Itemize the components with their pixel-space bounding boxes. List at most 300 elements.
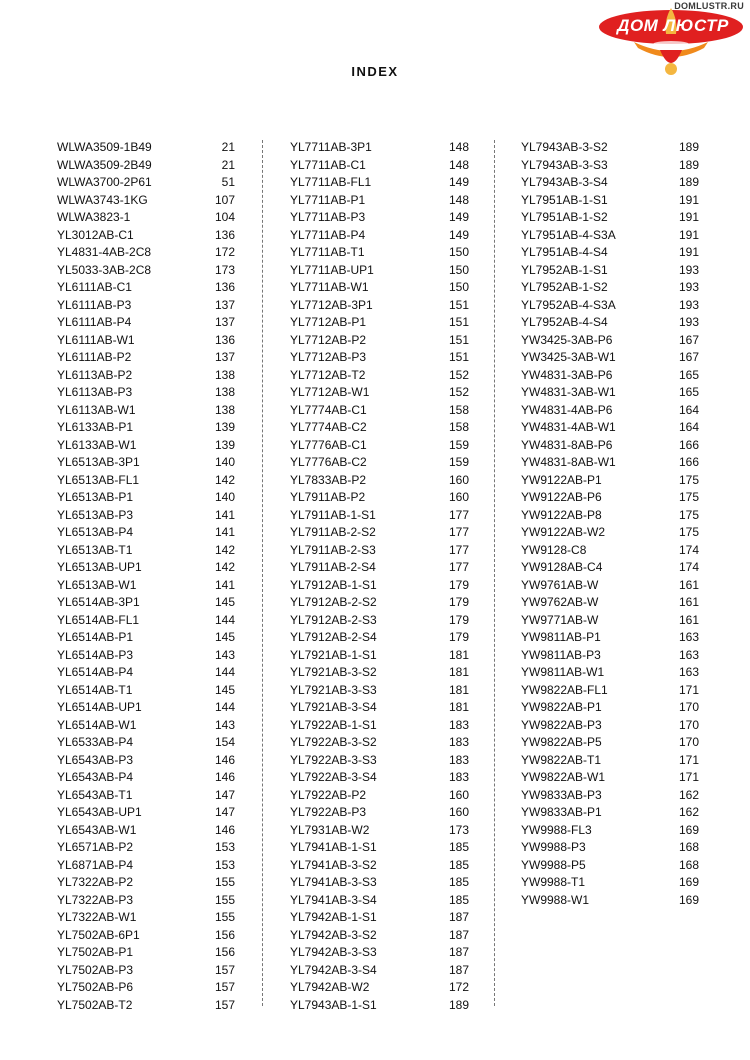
model-code: YL6543AB-UP1 <box>57 805 142 819</box>
model-code: YW9988-T1 <box>521 875 586 889</box>
page-number: 189 <box>448 997 469 1012</box>
page-number: 143 <box>214 647 235 662</box>
model-code: YL6113AB-P3 <box>57 385 133 399</box>
model-code: YL7711AB-FL1 <box>290 175 372 189</box>
model-code: YL6514AB-T1 <box>57 682 133 697</box>
model-code: YL7941AB-1-S1 <box>290 840 377 854</box>
model-code: YL7774AB-C1 <box>290 402 367 417</box>
page-number: 185 <box>448 840 469 854</box>
index-entry <box>290 297 469 315</box>
index-entry <box>57 139 235 157</box>
index-entry <box>57 332 235 350</box>
model-code: YL7712AB-P1 <box>290 315 367 329</box>
page-number: 145 <box>214 595 235 609</box>
model-code: YL6513AB-FL1 <box>57 472 140 487</box>
index-entry <box>290 314 469 332</box>
page-number: 191 <box>678 210 699 224</box>
index-entry <box>57 787 235 805</box>
index-entry <box>57 962 235 980</box>
index-entry <box>521 419 699 437</box>
index-entry <box>57 594 235 612</box>
index-entry <box>57 734 235 752</box>
model-code: YW4831-8AB-W1 <box>521 455 616 469</box>
model-code: YL7942AB-3-S4 <box>290 962 377 977</box>
model-code: YL6543AB-P3 <box>57 752 134 767</box>
index-entry <box>521 682 699 700</box>
model-code: YW4831-4AB-P6 <box>521 402 613 417</box>
page-number: 175 <box>678 472 699 487</box>
page-number: 187 <box>448 945 469 959</box>
index-entry <box>57 297 235 315</box>
index-entry <box>290 507 469 525</box>
index-entry <box>521 314 699 332</box>
model-code: YL7951AB-4-S3A <box>521 227 616 242</box>
index-entry <box>521 612 699 630</box>
model-code: YW9811AB-P3 <box>521 647 601 662</box>
logo-url: DOMLUSTR.RU <box>674 1 744 11</box>
model-code: YL6533AB-P4 <box>57 735 134 749</box>
page-number: 138 <box>214 367 235 382</box>
model-code: YW9811AB-W1 <box>521 665 605 679</box>
index-entry <box>290 734 469 752</box>
page-number: 164 <box>678 402 699 417</box>
index-entry <box>290 367 469 385</box>
model-code: YL7711AB-3P1 <box>290 140 372 154</box>
index-entry <box>290 454 469 472</box>
page-number: 183 <box>448 752 469 767</box>
index-entry <box>521 874 699 892</box>
index-entry <box>521 822 699 840</box>
model-code: YL7922AB-1-S1 <box>290 717 377 732</box>
model-code: YL6871AB-P4 <box>57 857 134 872</box>
index-entry <box>57 262 235 280</box>
model-code: YW9128AB-C4 <box>521 560 603 574</box>
model-code: YW9122AB-P1 <box>521 472 602 487</box>
page-number: 163 <box>678 630 699 644</box>
index-column-1 <box>57 139 235 1014</box>
page-number: 152 <box>448 367 469 382</box>
model-code: YL5033-3AB-2C8 <box>57 262 152 277</box>
model-code: YL7942AB-W2 <box>290 980 370 994</box>
page-number: 173 <box>448 822 469 837</box>
page-number: 153 <box>214 857 235 872</box>
page-number: 181 <box>448 665 469 679</box>
index-entry <box>290 332 469 350</box>
model-code: YW9988-P3 <box>521 840 586 854</box>
index-entry <box>57 909 235 927</box>
index-entry <box>290 577 469 595</box>
model-code: YL6513AB-P3 <box>57 507 134 522</box>
page-number: 153 <box>214 840 235 854</box>
index-entry <box>521 139 699 157</box>
model-code: YW4831-3AB-W1 <box>521 385 616 399</box>
model-code: YL7941AB-3-S3 <box>290 875 377 889</box>
model-code: YL7712AB-T2 <box>290 367 366 382</box>
index-entry <box>290 594 469 612</box>
model-code: YL7922AB-3-S4 <box>290 770 377 784</box>
page-number: 191 <box>678 192 699 207</box>
model-code: YL6543AB-W1 <box>57 822 137 837</box>
model-code: YL6111AB-P3 <box>57 297 132 312</box>
model-code: YL7712AB-P3 <box>290 350 367 364</box>
index-entry <box>521 297 699 315</box>
page-number: 165 <box>678 367 699 382</box>
model-code: YL7711AB-P1 <box>290 192 366 207</box>
index-entry <box>290 384 469 402</box>
index-entry <box>290 612 469 630</box>
page-number: 181 <box>448 682 469 697</box>
index-entry <box>290 664 469 682</box>
index-entry <box>290 209 469 227</box>
page-number: 140 <box>214 490 235 504</box>
index-entry <box>290 524 469 542</box>
model-code: YL7911AB-2-S3 <box>290 542 376 557</box>
page-number: 142 <box>214 472 235 487</box>
page-number: 189 <box>678 140 699 154</box>
index-entry <box>290 559 469 577</box>
model-code: YL6513AB-P4 <box>57 525 134 539</box>
page-number: 157 <box>214 962 235 977</box>
page-number: 183 <box>448 770 469 784</box>
model-code: YL6514AB-P1 <box>57 630 134 644</box>
index-entry <box>57 209 235 227</box>
page-number: 183 <box>448 735 469 749</box>
model-code: YL7776AB-C1 <box>290 437 367 452</box>
page-number: 140 <box>214 455 235 469</box>
model-code: YL7922AB-3-S3 <box>290 752 377 767</box>
page-number: 187 <box>448 962 469 977</box>
index-entry <box>57 524 235 542</box>
index-entry <box>290 279 469 297</box>
page-number: 137 <box>214 350 235 364</box>
index-entry <box>57 192 235 210</box>
model-code: YL7922AB-3-S2 <box>290 735 377 749</box>
page-number: 169 <box>678 892 699 907</box>
index-entry <box>290 349 469 367</box>
page-number: 179 <box>448 630 469 644</box>
index-entry <box>57 717 235 735</box>
model-code: YL6514AB-P3 <box>57 647 134 662</box>
page-number: 185 <box>448 892 469 907</box>
index-entry <box>290 419 469 437</box>
page-number: 137 <box>214 315 235 329</box>
index-entry <box>290 839 469 857</box>
model-code: YW9822AB-T1 <box>521 752 602 767</box>
index-entry <box>57 804 235 822</box>
index-entry <box>57 419 235 437</box>
index-entry <box>290 244 469 262</box>
model-code: YL7502AB-6P1 <box>57 927 140 942</box>
model-code: YW3425-3AB-P6 <box>521 332 613 347</box>
model-code: YW9822AB-FL1 <box>521 682 608 697</box>
index-entry <box>57 822 235 840</box>
page-number: 168 <box>678 857 699 872</box>
index-entry <box>521 839 699 857</box>
index-entry <box>521 227 699 245</box>
model-code: YL7711AB-C1 <box>290 157 366 172</box>
index-entry <box>290 874 469 892</box>
index-entry <box>290 629 469 647</box>
page-number: 181 <box>448 700 469 714</box>
page-number: 159 <box>448 455 469 469</box>
page-number: 177 <box>448 542 469 557</box>
index-entry <box>290 437 469 455</box>
page-number: 154 <box>214 735 235 749</box>
model-code: YL7921AB-3-S2 <box>290 665 377 679</box>
index-entry <box>57 244 235 262</box>
model-code: YL7942AB-3-S2 <box>290 927 377 942</box>
model-code: YL7941AB-3-S4 <box>290 892 377 907</box>
index-entry <box>290 699 469 717</box>
page-number: 191 <box>678 227 699 242</box>
page-number: 185 <box>448 875 469 889</box>
page-number: 175 <box>678 507 699 522</box>
page-number: 161 <box>678 612 699 627</box>
page-number: 21 <box>221 140 235 154</box>
page-number: 162 <box>678 805 699 819</box>
page-number: 193 <box>678 297 699 312</box>
page-number: 157 <box>214 980 235 994</box>
model-code: YL7941AB-3-S2 <box>290 857 377 872</box>
model-code: YL7774AB-C2 <box>290 420 367 434</box>
index-entry <box>521 332 699 350</box>
index-entry <box>290 139 469 157</box>
model-code: YL6111AB-P4 <box>57 315 132 329</box>
model-code: YW4831-4AB-W1 <box>521 420 616 434</box>
index-entry <box>521 192 699 210</box>
page-number: 145 <box>214 630 235 644</box>
index-entry <box>57 769 235 787</box>
model-code: YW9822AB-W1 <box>521 770 606 784</box>
index-entry <box>57 367 235 385</box>
page-number: 141 <box>214 577 235 592</box>
index-entry <box>521 244 699 262</box>
page-number: 159 <box>448 437 469 452</box>
model-code: YL7952AB-1-S1 <box>521 262 608 277</box>
index-entry <box>57 857 235 875</box>
index-entry <box>57 472 235 490</box>
index-entry <box>521 542 699 560</box>
index-entry <box>521 402 699 420</box>
page-number: 181 <box>448 647 469 662</box>
model-code: YL7711AB-T1 <box>290 245 365 259</box>
index-entry <box>57 927 235 945</box>
index-entry <box>521 629 699 647</box>
index-entry <box>57 997 235 1015</box>
index-entry <box>57 174 235 192</box>
page-number: 172 <box>214 245 235 259</box>
page-number: 148 <box>448 157 469 172</box>
page-number: 185 <box>448 857 469 872</box>
page-number: 161 <box>678 595 699 609</box>
index-entry <box>521 699 699 717</box>
page-number: 161 <box>678 577 699 592</box>
model-code: YL6514AB-P4 <box>57 665 134 679</box>
page-number: 174 <box>678 542 699 557</box>
page-number: 172 <box>448 980 469 994</box>
index-entry <box>521 454 699 472</box>
page-number: 146 <box>214 752 235 767</box>
page-number: 149 <box>448 175 469 189</box>
index-entry <box>521 787 699 805</box>
model-code: YL7931AB-W2 <box>290 822 370 837</box>
index-entry <box>290 717 469 735</box>
page-number: 149 <box>448 227 469 242</box>
index-entry <box>57 437 235 455</box>
model-code: YL6513AB-T1 <box>57 542 133 557</box>
page-number: 162 <box>678 787 699 802</box>
model-code: YL7776AB-C2 <box>290 455 367 469</box>
page-number: 169 <box>678 822 699 837</box>
index-entry <box>290 174 469 192</box>
model-code: YL7943AB-3-S4 <box>521 175 608 189</box>
model-code: YL7711AB-P4 <box>290 227 366 242</box>
model-code: YL6571AB-P2 <box>57 840 134 854</box>
page-number: 150 <box>448 280 469 294</box>
page-number: 193 <box>678 280 699 294</box>
page-number: 107 <box>214 192 235 207</box>
page-number: 177 <box>448 525 469 539</box>
index-entry <box>521 892 699 910</box>
index-entry <box>521 524 699 542</box>
index-entry <box>57 839 235 857</box>
model-code: YW9822AB-P3 <box>521 717 602 732</box>
model-code: YL7911AB-P2 <box>290 490 366 504</box>
index-entry <box>290 997 469 1015</box>
model-code: YL7712AB-3P1 <box>290 297 373 312</box>
index-entry <box>521 594 699 612</box>
page-number: 136 <box>214 280 235 294</box>
page-number: 148 <box>448 192 469 207</box>
model-code: YL7952AB-1-S2 <box>521 280 608 294</box>
page-number: 139 <box>214 437 235 452</box>
page-number: 171 <box>678 682 699 697</box>
model-code: YL6513AB-3P1 <box>57 455 140 469</box>
index-entry <box>521 262 699 280</box>
page-number: 155 <box>214 892 235 907</box>
index-entry <box>521 384 699 402</box>
page-number: 146 <box>214 770 235 784</box>
index-entry <box>57 892 235 910</box>
model-code: YL7943AB-3-S3 <box>521 157 608 172</box>
page-number: 191 <box>678 245 699 259</box>
page-number: 148 <box>448 140 469 154</box>
page-number: 156 <box>214 945 235 959</box>
page-number: 147 <box>214 787 235 802</box>
index-entry <box>57 577 235 595</box>
index-entry <box>57 664 235 682</box>
index-entry <box>290 804 469 822</box>
index-entry <box>57 699 235 717</box>
index-entry <box>57 682 235 700</box>
model-code: YL6514AB-FL1 <box>57 612 140 627</box>
page-number: 145 <box>214 682 235 697</box>
model-code: YL7951AB-1-S1 <box>521 192 608 207</box>
page-number: 177 <box>448 507 469 522</box>
index-entry <box>57 402 235 420</box>
model-code: YL4831-4AB-2C8 <box>57 245 152 259</box>
index-entry <box>290 944 469 962</box>
index-entry <box>521 769 699 787</box>
page-number: 179 <box>448 595 469 609</box>
model-code: YW4831-3AB-P6 <box>521 367 613 382</box>
page-number: 170 <box>678 735 699 749</box>
page-number: 152 <box>448 385 469 399</box>
model-code: YW3425-3AB-W1 <box>521 350 616 364</box>
model-code: YL7502AB-P6 <box>57 980 134 994</box>
index-entry <box>57 489 235 507</box>
model-code: YL7921AB-1-S1 <box>290 647 377 662</box>
page-number: 169 <box>678 875 699 889</box>
index-entry <box>290 157 469 175</box>
index-entry <box>290 262 469 280</box>
index-entry <box>290 909 469 927</box>
page-number: 187 <box>448 927 469 942</box>
model-code: YL6133AB-P1 <box>57 420 134 434</box>
page-number: 151 <box>448 350 469 364</box>
model-code: YL6514AB-UP1 <box>57 700 142 714</box>
index-entry <box>521 647 699 665</box>
model-code: YL7912AB-2-S3 <box>290 612 377 627</box>
model-code: YW9761AB-W <box>521 577 599 592</box>
index-entry <box>57 874 235 892</box>
index-entry <box>290 682 469 700</box>
page-number: 160 <box>448 472 469 487</box>
model-code: YL7943AB-3-S2 <box>521 140 608 154</box>
model-code: YL7942AB-1-S1 <box>290 910 377 924</box>
page-number: 157 <box>214 997 235 1012</box>
model-code: YL6111AB-P2 <box>57 350 132 364</box>
page-number: 189 <box>678 157 699 172</box>
index-entry <box>57 944 235 962</box>
model-code: YL7502AB-P3 <box>57 962 134 977</box>
index-entry <box>521 349 699 367</box>
model-code: YL7833AB-P2 <box>290 472 367 487</box>
model-code: YL7911AB-1-S1 <box>290 507 376 522</box>
page-number: 179 <box>448 612 469 627</box>
model-code: YW9811AB-P1 <box>521 630 601 644</box>
page-number: 151 <box>448 332 469 347</box>
index-entry <box>521 157 699 175</box>
index-entry <box>290 647 469 665</box>
page-number: 150 <box>448 262 469 277</box>
model-code: YL7911AB-2-S2 <box>290 525 376 539</box>
page-number: 144 <box>214 665 235 679</box>
model-code: YL7502AB-T2 <box>57 997 133 1012</box>
page-number: 142 <box>214 542 235 557</box>
model-code: YL6113AB-W1 <box>57 402 136 417</box>
model-code: YL7502AB-P1 <box>57 945 134 959</box>
model-code: YW9762AB-W <box>521 595 599 609</box>
index-entry <box>57 349 235 367</box>
model-code: YW9988-W1 <box>521 892 590 907</box>
page-number: 193 <box>678 262 699 277</box>
model-code: WLWA3700-2P61 <box>57 175 152 189</box>
model-code: YL7711AB-UP1 <box>290 262 374 277</box>
page-number: 138 <box>214 402 235 417</box>
page-number: 171 <box>678 770 699 784</box>
index-entry <box>290 542 469 560</box>
model-code: YL7922AB-P2 <box>290 787 367 802</box>
index-entry <box>57 979 235 997</box>
index-entry <box>521 717 699 735</box>
page-number: 167 <box>678 332 699 347</box>
page-title: INDEX <box>351 64 399 79</box>
model-code: YL6111AB-W1 <box>57 332 135 347</box>
page-number: 151 <box>448 297 469 312</box>
index-entry <box>290 857 469 875</box>
index-entry <box>57 542 235 560</box>
